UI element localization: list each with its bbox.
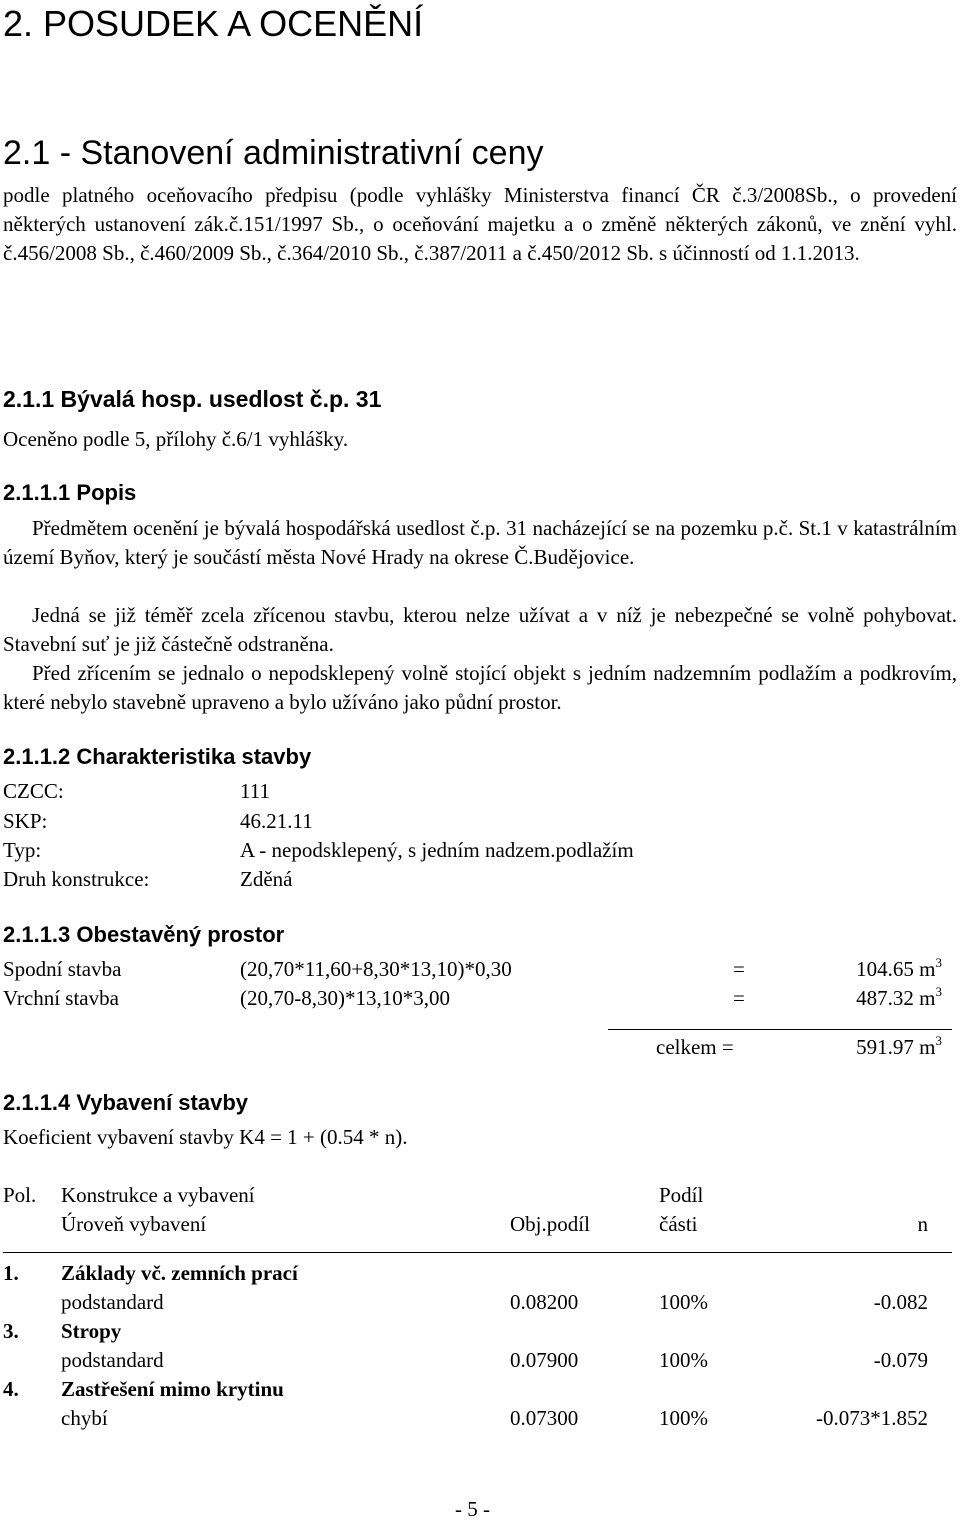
obestaveny-title: 2.1.1.3 Obestavěný prostor [3,922,285,947]
subsection-title: 2.1.1 Bývalá hosp. usedlost č.p. 31 [3,386,382,412]
vybaveni-title: 2.1.1.4 Vybavení stavby [3,1090,248,1115]
section-title: 2.1 - Stanovení administrativní ceny [3,134,544,172]
popis-paragraph-3: Před zřícením se jednalo o nepodsklepený volně stojící objekt s jedním nadzemním podlažím a podkrovím, které nebylo stavebně upraveno a bylo užíváno jako půdní prostor. [3,661,957,714]
item-pol: 3. [3,1319,19,1343]
item-part: 100% [659,1290,708,1314]
item-level: podstandard [61,1348,164,1372]
vrchni-stavba-eq: = [733,986,745,1010]
item-name: Stropy [61,1319,122,1343]
popis-paragraph-2: Jedná se již téměř zcela zřícenou stavbu, kterou nelze užívat a v níž je nebezpečné se volně pohybovat. Stavební suť je již částečně odstraněna. [3,603,957,656]
celkem-value: 591.97 $m^3$ [856,1033,942,1059]
document-heading: 2. POSUDEK A OCENĚNÍ [3,3,424,44]
spodni-stavba-label: Spodní stavba [3,957,122,981]
charakteristika-title: 2.1.1.2 Charakteristika stavby [3,744,312,769]
druh-konstrukce-label: Druh konstrukce: [3,867,150,891]
item-pol: 1. [3,1261,19,1285]
popis-title: 2.1.1.1 Popis [3,480,137,505]
item-level: podstandard [61,1290,164,1314]
item-part: 100% [659,1406,708,1430]
item-obj: 0.08200 [510,1290,579,1314]
vrchni-stavba-value: 487.32 $m^3$ [856,984,942,1010]
item-n: -0.073*1.852 [816,1406,928,1430]
popis-paragraph-1: Předmětem ocenění je bývalá hospodářská usedlost č.p. 31 nacházející se na pozemku p.č. St.1 v katastrálním území Byňov, který je součástí města Nové Hrady na okrese Č.Budějovice. [3,516,957,569]
item-level: chybí [61,1406,108,1430]
item-obj: 0.07900 [510,1348,579,1372]
col-header-podil: Podíl [659,1183,704,1207]
spodni-stavba-formula: (20,70*11,60+8,30*13,10)*0,30 [240,957,512,981]
vrchni-stavba-formula: (20,70-8,30)*13,10*3,00 [240,986,450,1010]
druh-konstrukce-value: Zděná [240,867,293,891]
table-header-divider [3,1252,952,1253]
item-obj: 0.07300 [510,1406,579,1430]
col-header-pol: Pol. [3,1183,37,1207]
typ-label: Typ: [3,838,42,862]
skp-label: SKP: [3,809,48,833]
col-header-uroven: Úroveň vybavení [61,1212,207,1236]
item-n: -0.082 [873,1290,928,1314]
subsection-note: Oceněno podle 5, přílohy č.6/1 vyhlášky. [3,427,349,451]
page-number: - 5 - [455,1497,490,1521]
czcc-label: CZCC: [3,779,64,803]
item-name: Zastřešení mimo krytinu [61,1377,284,1401]
sum-divider [608,1029,952,1030]
vrchni-stavba-label: Vrchní stavba [3,986,119,1010]
col-header-n: n [917,1212,928,1236]
spodni-stavba-eq: = [733,957,745,981]
item-name: Základy vč. zemních prací [61,1261,298,1285]
skp-value: 46.21.11 [240,809,313,833]
section-intro: podle platného oceňovacího předpisu (podle vyhlášky Ministerstva financí ČR č.3/2008Sb., o provedení některých ustanovení zák.č.151/1997 Sb., o oceňování majetku a o změně některých zákonů, ve znění vyhl. č.456/2008 Sb., č.460/2009 Sb., č.364/2010 Sb., č.387/2011 a č.450/2012 Sb. s účinností od 1.1.2013. [3,183,957,265]
item-part: 100% [659,1348,708,1372]
typ-value: A - nepodsklepený, s jedním nadzem.podlažím [240,838,634,862]
item-n: -0.079 [873,1348,928,1372]
spodni-stavba-value: 104.65 $m^3$ [856,955,942,981]
item-pol: 4. [3,1377,19,1401]
vybaveni-coef: Koeficient vybavení stavby K4 = 1 + (0.54 * n). [3,1125,408,1149]
col-header-casti: části [659,1212,698,1236]
col-header-objpodil: Obj.podíl [510,1212,590,1236]
col-header-konstrukce: Konstrukce a vybavení [61,1183,255,1207]
celkem-label: celkem = [656,1035,734,1059]
czcc-value: 111 [240,779,270,803]
